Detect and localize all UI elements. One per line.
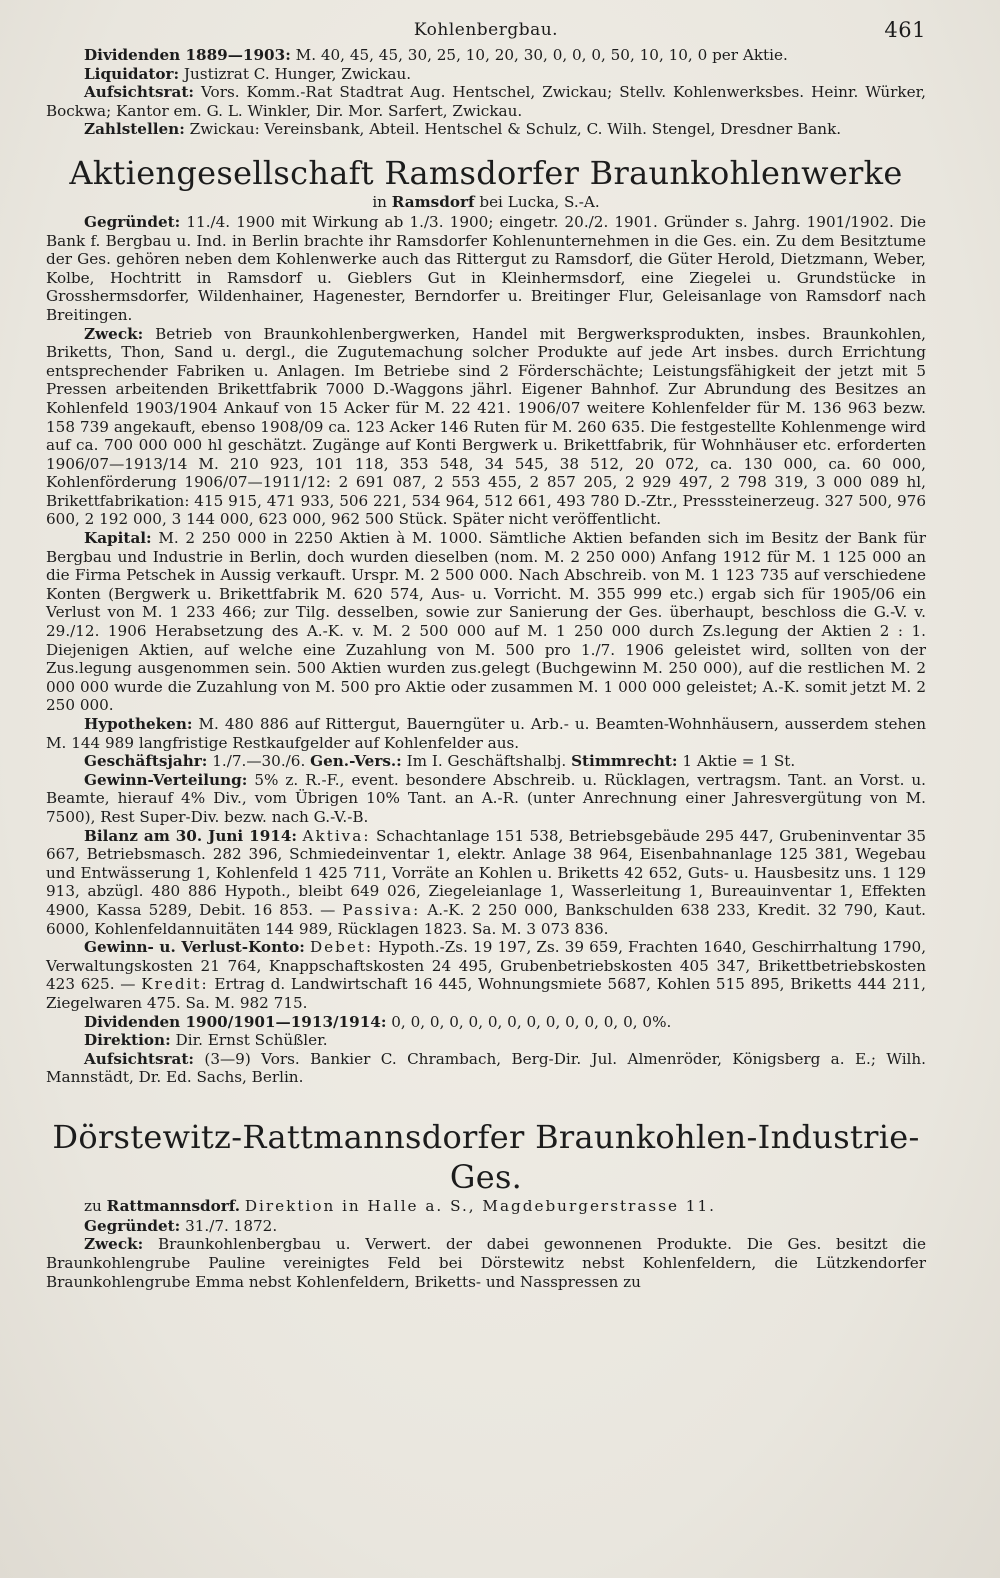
- text: Im I. Geschäftshalbj.: [406, 752, 567, 771]
- running-title: Kohlenbergbau.: [413, 20, 559, 40]
- text: A.-K. 2 250 000, Bankschulden 638 233, Kredit. 32 790, Kaut. 6000, Kohlenfeldannuitäten 144 989, Rücklagen 1823. Sa. M. 3 073 836.: [46, 900, 927, 938]
- entry1-hypotheken: [46, 715, 926, 752]
- text: 0, 0, 0, 0, 0, 0, 0, 0, 0, 0, 0, 0, 0, 0%.: [391, 1012, 672, 1031]
- label: Bilanz am 30. Juni 1914:: [84, 826, 298, 845]
- text: Braunkohlenbergbau u. Verwert. der dabei gewonnenen Produkte. Die Ges. besitzt die Braunkohlengrube Pauline vereinigtes Feld bei Dörstewitz nebst Kohlenfeldern, die Lützkendorfer Braunkohlengrube Emma nebst Kohlenfeldern, Briketts- und Nasspressen zu: [46, 1235, 926, 1291]
- text: M. 480 886 auf Rittergut, Bauerngüter u. Arb.- u. Beamten-Wohnhäusern, ausserdem stehen M. 144 989 langfristige Restkaufgelder auf Kohlenfelder aus.: [46, 715, 926, 752]
- text: Ertrag d. Landwirtschaft 16 445, Wohnungsmiete 5687, Kohlen 515 895, Briketts 444 211, Ziegelwaren 475. Sa. M. 982 715.: [46, 975, 926, 1012]
- text: 11./4. 1900 mit Wirkung ab 1./3. 1900; eingetr. 20./2. 1901. Gründer s. Jahrg. 1901/1902. Die Bank f. Bergbau u. Ind. in Berlin brachte ihr Ramsdorfer Kohlenunternehmen in die Ges. ein. Zu dem Besitztume der Ges. gehören neben dem Kohlenwerke auch das Rittergut zu Ramsdorf, die Güter Herold, Dietzmann, Weber, Kolbe, Hochtritt in Ramsdorf u. Gieblers Gut in Kleinhermsdorf, eine Ziegelei u. Grundstücke in Grosshermsdorfer, Wildenhainer, Hagenester, Berndorfer u. Breitinger Flur, Geleisanlage von Ramsdorf nach Breitingen.: [46, 212, 926, 324]
- label: Zweck:: [84, 1235, 144, 1254]
- label: Geschäftsjahr:: [84, 752, 208, 771]
- kredit-label: Kredit:: [141, 975, 209, 994]
- sub-pre: zu: [84, 1196, 102, 1215]
- sub-post: Direktion in Halle a. S., Magdeburgerstrasse 11.: [244, 1196, 716, 1215]
- sub-pre: in: [372, 192, 387, 211]
- label: Dividenden 1900/1901—1913/1914:: [84, 1012, 387, 1031]
- text: Justizrat C. Hunger, Zwickau.: [183, 64, 412, 83]
- aktiva-label: Aktiva:: [302, 826, 371, 845]
- debet-label: Debet:: [309, 938, 374, 957]
- prev-aufsichtsrat: [46, 83, 926, 120]
- text: Dir. Ernst Schüßler.: [175, 1031, 328, 1050]
- label: Hypotheken:: [84, 715, 193, 733]
- sub-place: Ramsdorf: [391, 192, 475, 211]
- entry1-gegruendet: [46, 213, 926, 325]
- entry1-zweck: [46, 325, 926, 530]
- label: Zahlstellen:: [84, 120, 185, 139]
- prev-dividenden: [46, 46, 926, 65]
- text: 1 Aktie = 1 St.: [682, 752, 796, 771]
- sub-place: Rattmannsdorf.: [106, 1196, 241, 1215]
- text: 31./7. 1872.: [185, 1216, 278, 1235]
- entry1-aufsichtsrat: [46, 1050, 926, 1087]
- company-location-ramsdorf: [46, 193, 926, 212]
- text: (3—9) Vors. Bankier C. Chrambach, Berg-Dir. Jul. Almenröder, Königsberg a. E.; Wilh. Mannstädt, Dr. Ed. Sachs, Berlin.: [46, 1049, 927, 1087]
- text: Zwickau: Vereinsbank, Abteil. Hentschel & Schulz, C. Wilh. Stengel, Dresdner Bank.: [189, 120, 842, 139]
- label: Aufsichtsrat:: [84, 83, 194, 102]
- label: Dividenden 1889—1903:: [84, 46, 291, 64]
- text: 1./7.—30./6.: [212, 752, 306, 771]
- entry2-gegruendet: [46, 1217, 926, 1236]
- label: Gegründet:: [84, 212, 181, 231]
- label: Direktion:: [84, 1031, 171, 1050]
- text: Hypoth.-Zs. 19 197, Zs. 39 659, Frachten 1640, Geschirrhaltung 1790, Verwaltungskosten 21 764, Knappschaftskosten 24 495, Grubenbetriebskosten 405 347, Brikettbetriebskosten 423 625. —: [46, 938, 927, 994]
- label: Zweck:: [84, 324, 144, 343]
- entry1-bilanz: [46, 827, 926, 939]
- text: M. 40, 45, 45, 30, 25, 10, 20, 30, 0, 0, 0, 50, 10, 10, 0 per Aktie.: [295, 46, 788, 64]
- entry1-kapital: [46, 529, 926, 715]
- label: Gen.-Vers.:: [310, 752, 402, 771]
- text: 5% z. R.-F., event. besondere Abschreib. u. Rücklagen, vertragsm. Tant. an Vorst. u. Beamte, hierauf 4% Div., vom Übrigen 10% Tant. an A.-R. (unter Anrechnung einer Jahresvergütung von M. 7500), Rest Super-Div. bezw. nach G.-V.-B.: [46, 770, 927, 826]
- company-location-doerstewitz: [46, 1197, 926, 1216]
- entry1-gewinn-verteilung: [46, 771, 926, 827]
- label: Liquidator:: [84, 64, 180, 83]
- label: Gewinn- u. Verlust-Konto:: [84, 938, 305, 957]
- page-number: 461: [884, 18, 926, 42]
- entry1-direktion: [46, 1031, 926, 1050]
- company-title-ramsdorf: Aktiengesellschaft Ramsdorfer Braunkohlenwerke: [69, 153, 903, 192]
- entry1-geschaeftsjahr: [46, 752, 926, 771]
- entry1-dividenden: [46, 1013, 926, 1032]
- label: Gegründet:: [84, 1216, 181, 1235]
- label: Aufsichtsrat:: [84, 1049, 194, 1068]
- text: Schachtanlage 151 538, Betriebsgebäude 295 447, Grubeninventar 35 667, Betriebsmasch. 282 396, Schmiedeinventar 1, elektr. Anlage 38 964, Eisenbahnanlage 125 381, Wegebau und Entwässerung 1, Kohlenfeld 1 425 711, Vorräte an Kohlen u. Briketts 42 652, Guts- u. Hausbesitz uns. 1 129 913, abzügl. 480 886 Hypoth., bleibt 649 026, Ziegeleianlage 1, Wasserleitung 1, Bureauinventar 1, Effekten 4900, Kassa 5289, Debit. 16 853. —: [46, 826, 926, 919]
- text: M. 2 250 000 in 2250 Aktien à M. 1000. Sämtliche Aktien befanden sich im Besitz der Bank für Bergbau und Industrie in Berlin, doch wurden dieselben (nom. M. 2 250 000) Anfang 1912 für M. 1 125 000 an die Firma Petschek in Aussig verkauft. Urspr. M. 2 500 000. Nach Abschreib. von M. 1 123 735 auf verschiedene Konten (Bergwerk u. Brikettfabrik M. 620 574, Aus- u. Vorricht. M. 355 999 etc.) ergab sich für 1905/06 ein Verlust von M. 1 233 466; zur Tilg. desselben, sowie zur Sanierung der Ges. überhaupt, beschloss die G.-V. v. 29./12. 1906 Herabsetzung des A.-K. v. M. 2 500 000 auf M. 1 250 000 durch Zs.legung der Aktien 2 : 1. Diejenigen Aktien, auf welche eine Zuzahlung von M. 500 pro 1./7. 1906 geleistet wird, sollten von der Zus.legung ausgenommen sein. 500 Aktien wurden zus.gelegt (Buchgewinn M. 250 000), auf die restlichen M. 2 000 000 wurde die Zuzahlung von M. 500 pro Aktie oder zusammen M. 1 000 000 geleistet; A.-K. somit jetzt M. 2 250 000.: [46, 529, 926, 715]
- company-title-doerstewitz: Dörstewitz-Rattmannsdorfer Braunkohlen-Industrie-Ges.: [52, 1117, 920, 1196]
- label: Gewinn-Verteilung:: [84, 770, 248, 789]
- label: Stimmrecht:: [571, 752, 678, 771]
- passiva-label: Passiva:: [342, 900, 421, 919]
- entry2-zweck: [46, 1235, 926, 1291]
- label: Kapital:: [84, 529, 152, 548]
- running-head: [46, 14, 926, 46]
- sub-post: bei Lucka, S.-A.: [479, 192, 600, 211]
- text: Betrieb von Braunkohlenbergwerken, Handel mit Bergwerksprodukten, insbes. Braunkohlen, Briketts, Thon, Sand u. dergl., die Zugutemachung solcher Produkte auf jede Art insbes. durch Errichtung entsprechender Fabriken u. Anlagen. Im Betriebe sind 2 Förderschächte; Leistungsfähigkeit der jetzt mit 5 Pressen arbeitenden Brikettfabrik 7000 D.-Waggons jährl. Eigener Bahnhof. Zur Abrundung des Besitzes an Kohlenfeld 1903/1904 Ankauf von 15 Acker für M. 22 421. 1906/07 weitere Kohlenfelder für M. 136 963 bezw. 158 739 angekauft, ebenso 1908/09 ca. 123 Acker 146 Ruten für M. 260 635. Die festgestellte Kohlenmenge wird auf ca. 700 000 000 hl geschätzt. Zugänge auf Konti Bergwerk u. Brikettfabrik, für Wohnhäuser etc. erforderten 1906/07—1913/14 M. 210 923, 101 118, 353 548, 34 545, 38 512, 20 072, ca. 130 000, ca. 60 000, Kohlenförderung 1906/07—1911/12: 2 691 087, 2 553 455, 2 857 205, 2 929 497, 2 798 319, 3 000 089 hl, Brikettfabrikation: 415 915, 471 933, 506 221, 534 964, 512 661, 493 780 D.-Ztr., Presssteinerzeug. 327 500, 976 600, 2 192 000, 3 144 000, 623 000, 962 500 Stück. Später nicht veröffentlicht.: [46, 324, 926, 529]
- entry1-guv: [46, 938, 926, 1012]
- prev-liquidator: [46, 65, 926, 84]
- text: Vors. Komm.-Rat Stadtrat Aug. Hentschel, Zwickau; Stellv. Kohlenwerksbes. Heinr. Würker, Bockwa; Kantor em. G. L. Winkler, Dir. Mor. Sarfert, Zwickau.: [46, 83, 926, 120]
- prev-zahlstellen: [46, 120, 926, 139]
